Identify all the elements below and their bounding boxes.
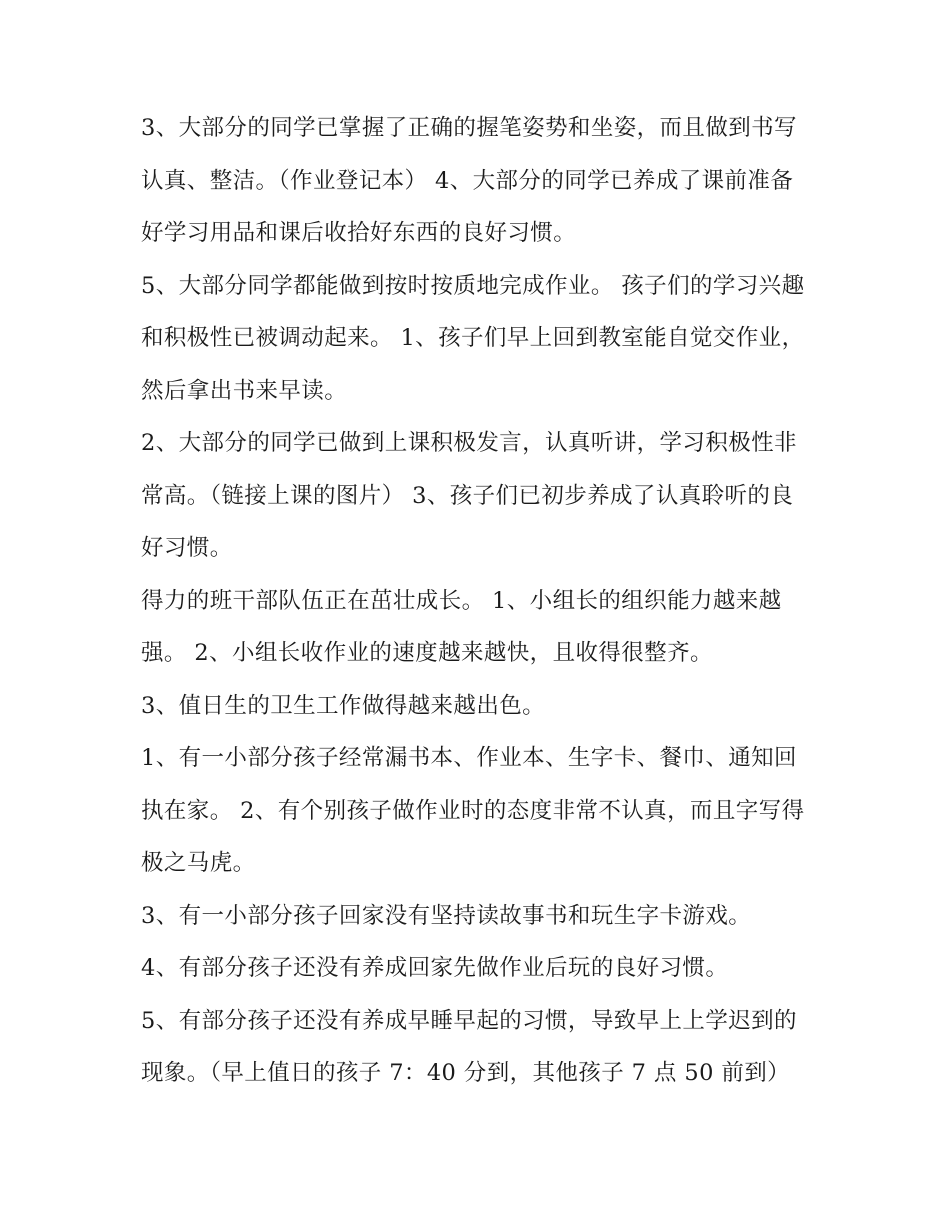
- paragraph-5: 3、值日生的卫生工作做得越来越出色。: [141, 692, 546, 719]
- paragraph-2: 5、大部分同学都能做到按时按质地完成作业。 孩子们的学习兴趣和积极性已被调动起来。 1、孩子们早上回到教室能自觉交作业，然后拿出书来早读。: [141, 272, 805, 404]
- paragraph-9: 5、有部分孩子还没有养成早睡早起的习惯，导致早上上学迟到的现象。（早上值日的孩子 7：40 分到，其他孩子 7 点 50 前到）: [141, 1007, 797, 1086]
- paragraph-4: 得力的班干部队伍正在茁壮成长。 1、小组长的组织能力越来越强。 2、小组长收作业的速度越来越快，且收得很整齐。: [141, 587, 782, 666]
- document-body: [141, 102, 809, 1100]
- paragraph-6: 1、有一小部分孩子经常漏书本、作业本、生字卡、餐巾、通知回执在家。 2、有个别孩子做作业时的态度非常不认真，而且字写得极之马虎。: [141, 745, 805, 876]
- paragraph-3: 2、大部分的同学已做到上课积极发言，认真听讲，学习积极性非常高。（链接上课的图片） 3、孩子们已初步养成了认真聆听的良好习惯。: [141, 430, 797, 561]
- paragraph-1: 3、大部分的同学已掌握了正确的握笔姿势和坐姿，而且做到书写认真、整洁。（作业登记本） 4、大部分的同学已养成了课前准备好学习用品和课后收拾好东西的良好习惯。: [141, 115, 797, 246]
- paragraph-8: 4、有部分孩子还没有养成回家先做作业后玩的良好习惯。: [141, 955, 729, 981]
- paragraph-7: 3、有一小部分孩子回家没有坚持读故事书和玩生字卡游戏。: [141, 902, 752, 929]
